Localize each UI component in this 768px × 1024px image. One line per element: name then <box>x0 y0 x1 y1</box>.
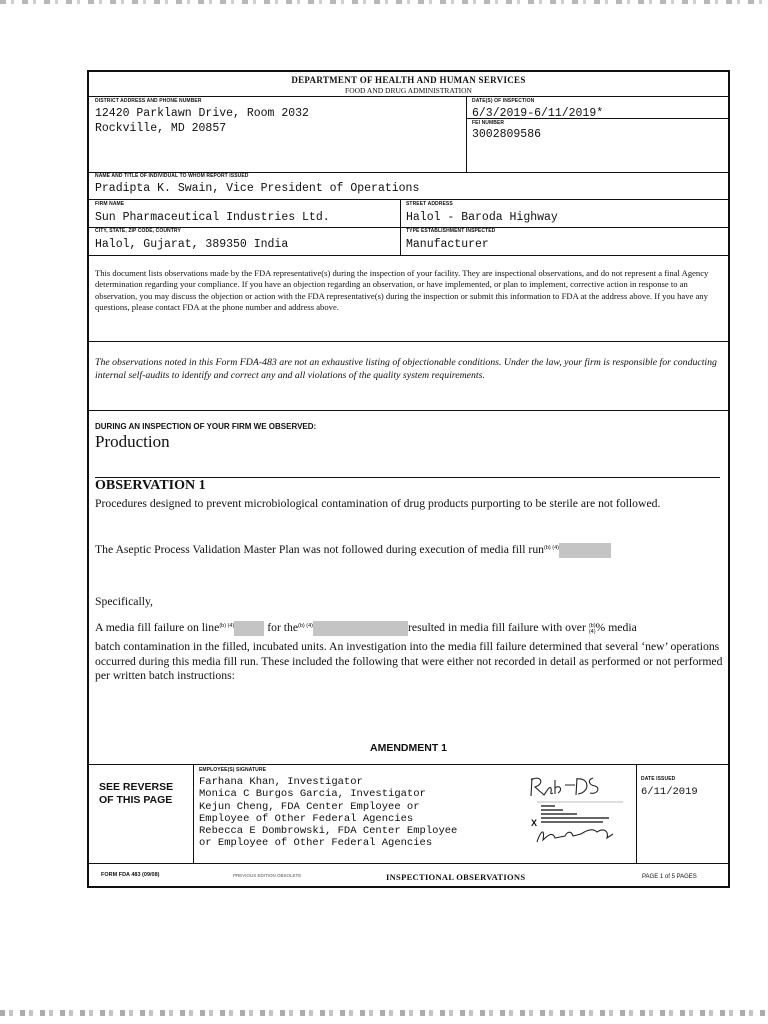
department-title: DEPARTMENT OF HEALTH AND HUMAN SERVICES <box>291 75 526 85</box>
district-address-line2: Rockville, MD 20857 <box>95 122 227 135</box>
signature-graphic <box>527 768 631 860</box>
redaction-code: (b) (4) <box>219 623 235 629</box>
divider <box>89 410 728 411</box>
scan-artifact-bottom <box>0 1010 768 1016</box>
form-number: FORM FDA 483 (09/08) <box>101 872 160 878</box>
footer-title: INSPECTIONAL OBSERVATIONS <box>386 872 526 882</box>
redaction-code: (b) (4) <box>298 623 314 629</box>
notice-paragraph: This document lists observations made by the FDA representative(s) during the inspection of your facility. They are inspectional observations, and do not represent a final Agency determination regarding your compliance. If you have an objection regarding an observation, or have implemented, or plan to implement, corrective action in response to an observation, you may discuss the objection or action with the FDA representative(s) during the inspection or submit this information to FDA at the address above. If you have any questions, please contact FDA at the phone number and address above. <box>95 268 709 313</box>
observation-p3-line1 <box>95 621 727 636</box>
employee-line: Farhana Khan, Investigator <box>199 776 363 788</box>
signature-x-mark: X <box>531 818 538 828</box>
establishment-value: Manufacturer <box>406 238 489 251</box>
city-value: Halol, Gujarat, 389350 India <box>95 238 289 251</box>
divider <box>466 96 467 172</box>
inspection-dates-label: DATE(S) OF INSPECTION <box>472 98 535 104</box>
firm-label: FIRM NAME <box>95 201 125 207</box>
employee-line: Kejun Cheng, FDA Center Employee or <box>199 800 420 813</box>
city-label: CITY, STATE, ZIP CODE, COUNTRY <box>95 228 181 234</box>
fda-483-form <box>87 70 730 888</box>
redaction-box <box>313 621 408 636</box>
see-reverse-note: SEE REVERSE OF THIS PAGE <box>99 781 174 806</box>
firm-value: Sun Pharmaceutical Industries Ltd. <box>95 211 330 224</box>
employee-line: or Employee of Other Federal Agencies <box>199 837 433 850</box>
district-label: DISTRICT ADDRESS AND PHONE NUMBER <box>95 98 202 104</box>
employee-list <box>199 776 457 850</box>
divider <box>193 764 194 863</box>
divider <box>89 863 728 864</box>
page-number: PAGE 1 of 5 PAGES <box>642 874 697 880</box>
observation-p1 <box>95 543 725 558</box>
observation-p3-c: resulted in media fill failure with over <box>408 621 586 635</box>
redaction-stack: (b) (4) <box>588 622 596 635</box>
observation-p1-text: The Aseptic Process Validation Master Plan was not followed during execution of media fill run <box>95 543 545 557</box>
divider <box>89 96 728 97</box>
observation-p3-rest: batch contamination in the filled, incubated units. An investigation into the media fill failure determined that several ‘new’ operations occurred during this media fill run. These included the following that were either not recorded in detail as performed or not performed per written batch instructions: <box>95 640 723 682</box>
redaction-box <box>234 621 264 636</box>
establishment-label: TYPE ESTABLISHMENT INSPECTED <box>406 228 496 234</box>
amendment-label: AMENDMENT 1 <box>369 742 447 754</box>
date-issued-value: 6/11/2019 <box>641 786 698 798</box>
observation-p3-b: for the <box>267 621 299 635</box>
divider <box>466 118 728 119</box>
employee-line: Monica C Burgos Garcia, Investigator <box>199 788 426 801</box>
previous-edition-note: PREVIOUS EDITION OBSOLETE <box>233 873 302 878</box>
street-value: Halol - Baroda Highway <box>406 211 558 224</box>
fei-value: 3002809586 <box>472 128 542 141</box>
divider <box>89 255 728 256</box>
employee-line: Employee of Other Federal Agencies <box>199 812 414 825</box>
scan-artifact-top <box>0 0 768 4</box>
divider <box>89 341 728 342</box>
individual-label: NAME AND TITLE OF INDIVIDUAL TO WHOM REPORT ISSUED <box>95 173 249 179</box>
date-issued-label: DATE ISSUED <box>641 776 676 782</box>
observation-summary: Procedures designed to prevent microbiological contamination of drug products purporting to be sterile are not followed. <box>95 497 661 510</box>
observed-label: DURING AN INSPECTION OF YOUR FIRM WE OBSERVED: <box>95 422 317 431</box>
redaction-code: (b) (4) <box>544 545 559 551</box>
divider <box>636 764 637 863</box>
street-label: STREET ADDRESS <box>406 201 453 207</box>
inspection-dates-value: 6/3/2019-6/11/2019* <box>472 107 604 120</box>
observation-p3-a: A media fill failure on line <box>95 621 220 635</box>
district-address-line1: 12420 Parklawn Drive, Room 2032 <box>95 107 309 120</box>
observation-title: OBSERVATION 1 <box>95 478 206 493</box>
fei-label: FEI NUMBER <box>472 120 505 126</box>
divider <box>89 199 728 200</box>
observation-p2: Specifically, <box>95 595 153 608</box>
section-title: Production <box>95 432 170 451</box>
disclaimer-paragraph: The observations noted in this Form FDA-483 are not an exhaustive listing of objectionable conditions. Under the law, your firm is responsible for conducting internal self-audits to identify and correct any and all violations of the quality system requirements. <box>95 357 717 381</box>
redaction-box <box>559 543 611 558</box>
observation-p3-d: % media <box>595 621 637 635</box>
divider <box>89 764 728 765</box>
agency-title: FOOD AND DRUG ADMINISTRATION <box>345 86 472 95</box>
individual-value: Pradipta K. Swain, Vice President of Operations <box>95 182 420 195</box>
employee-line: Rebecca E Dombrowski, FDA Center Employee <box>199 825 458 838</box>
employees-label: EMPLOYEE(S) SIGNATURE <box>199 767 267 773</box>
